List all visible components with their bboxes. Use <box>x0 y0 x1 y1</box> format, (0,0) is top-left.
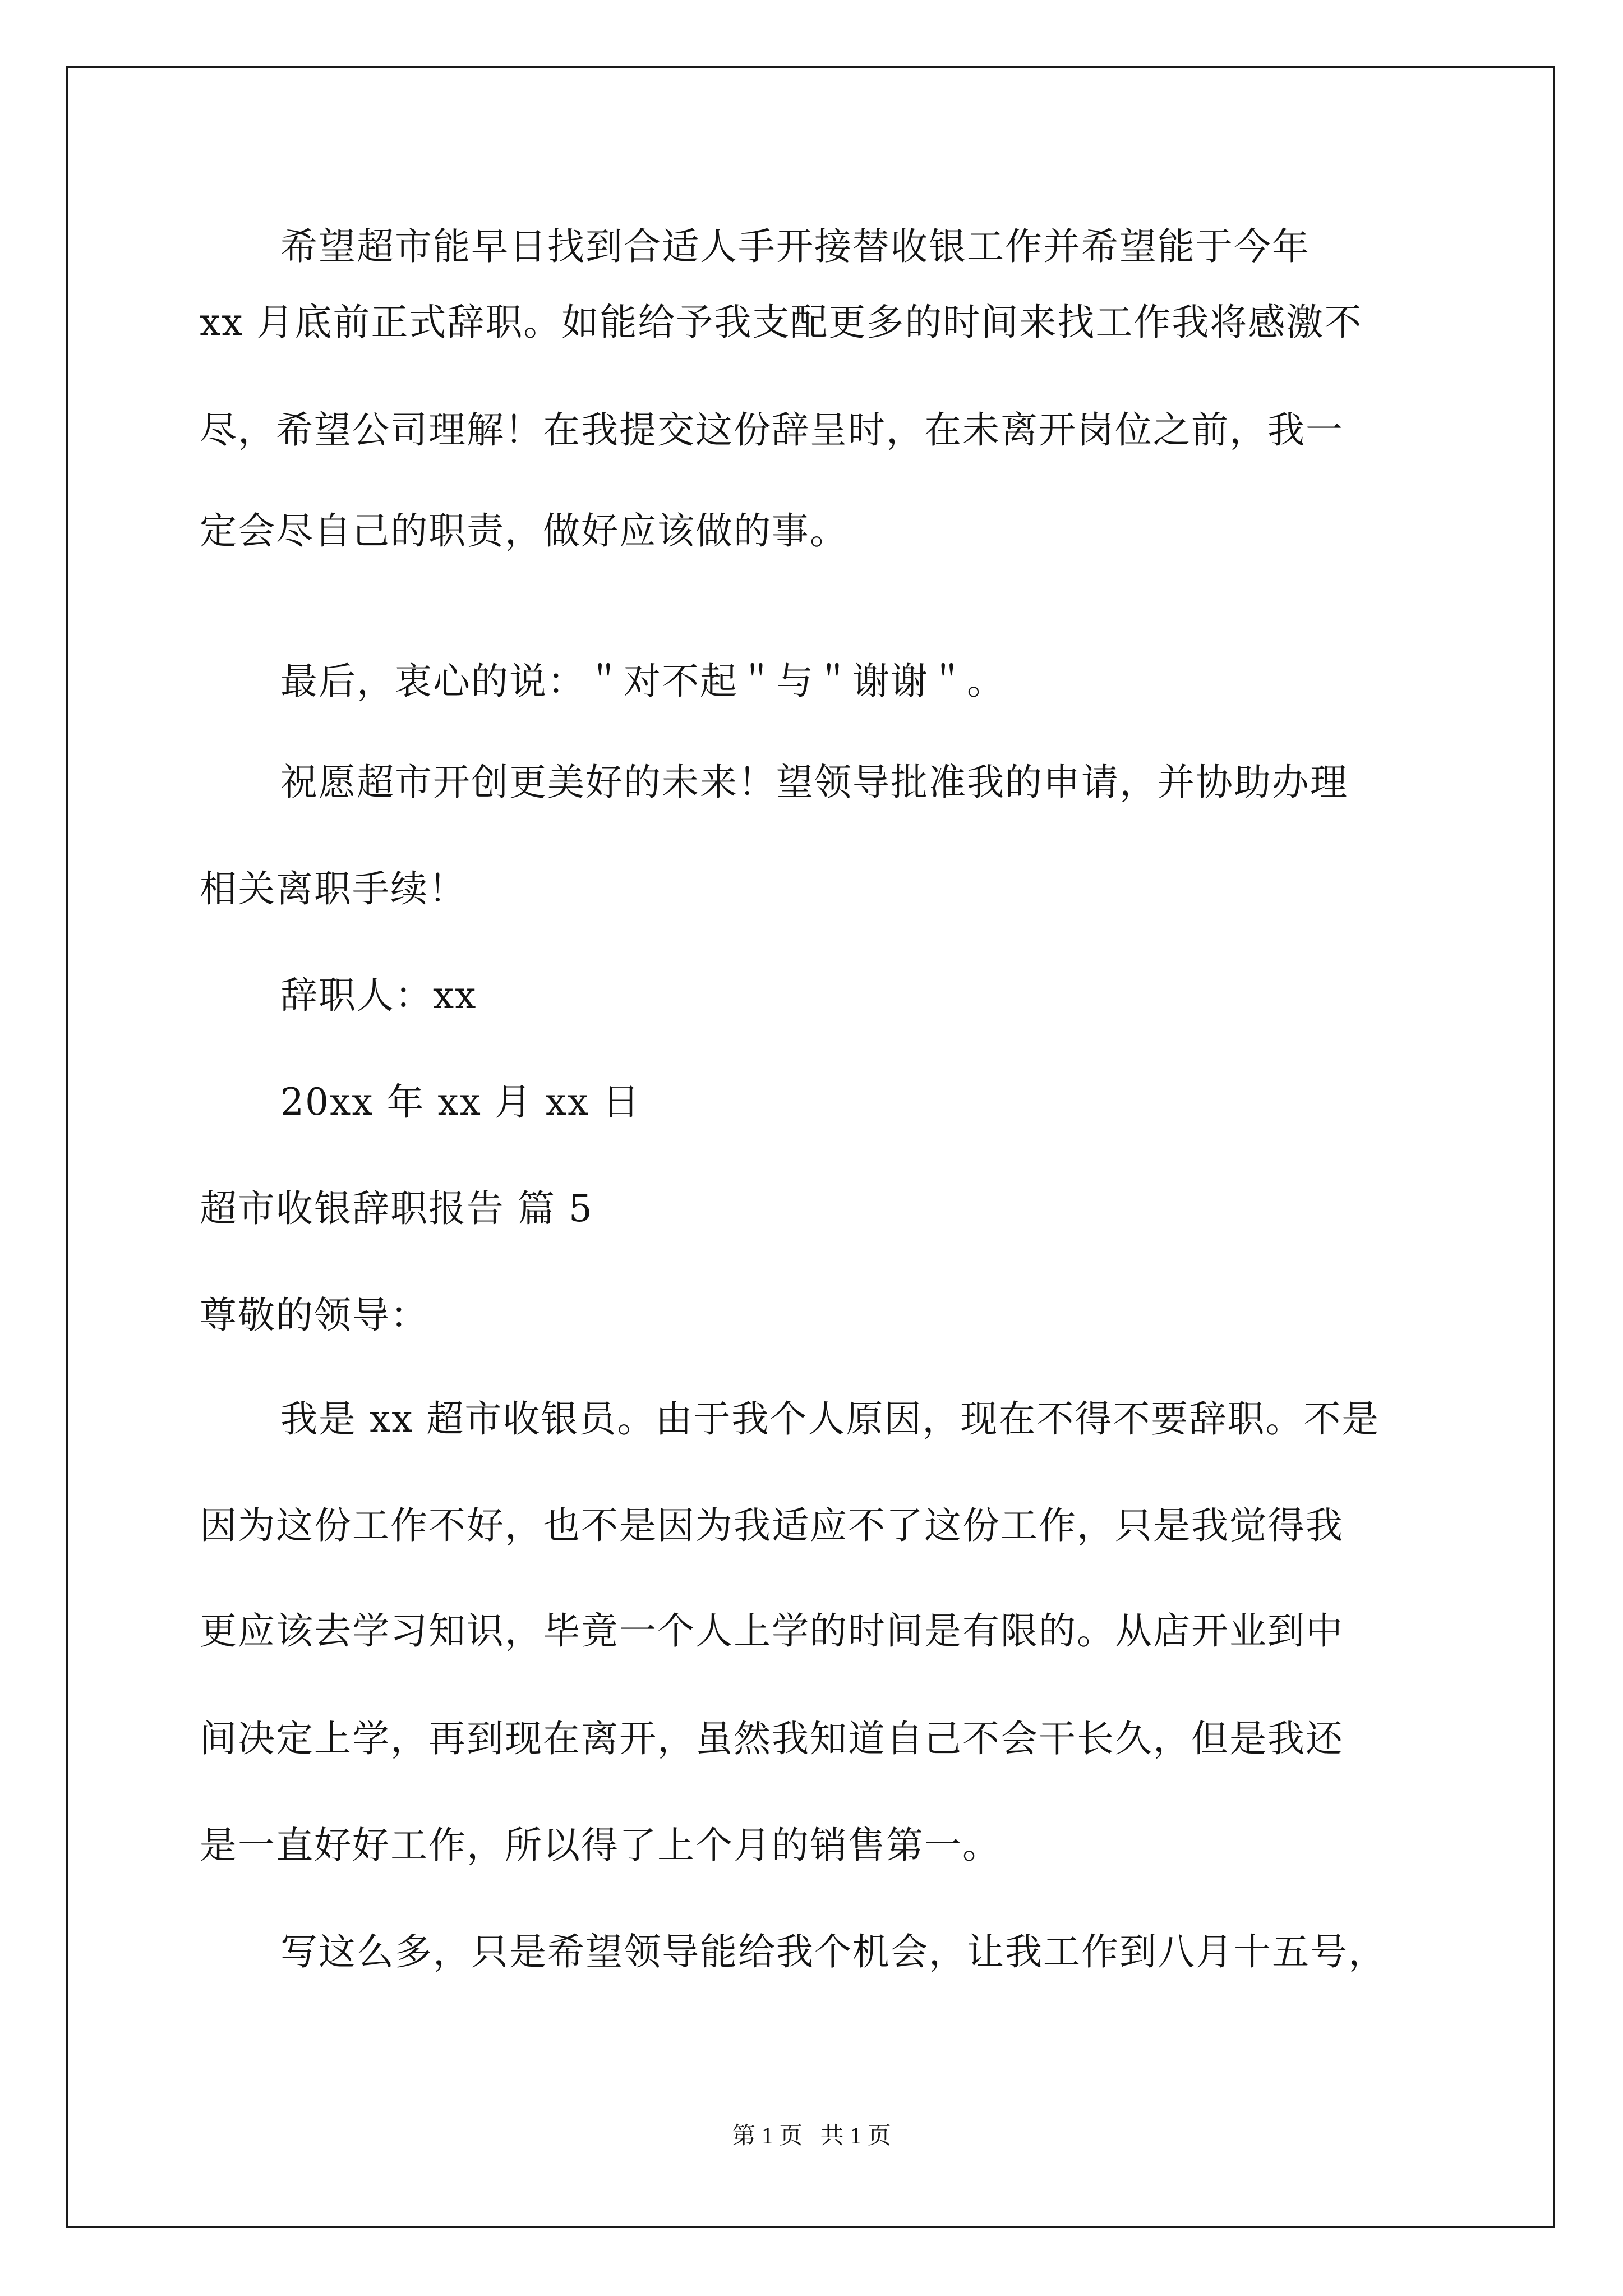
paragraph-line: 最后，衷心的说：＂对不起＂与＂谢谢＂。 <box>280 660 1005 703</box>
paragraph-line: 间决定上学，再到现在离开，虽然我知道自己不会干长久，但是我还 <box>200 1717 1344 1760</box>
paragraph-line: 尽，希望公司理解！在我提交这份辞呈时，在未离开岗位之前，我一 <box>200 408 1344 452</box>
paragraph-line: 更应该去学习知识，毕竟一个人上学的时间是有限的。从店开业到中 <box>200 1609 1344 1653</box>
paragraph-line: 定会尽自己的职责，做好应该做的事。 <box>200 509 848 553</box>
salutation: 尊敬的领导： <box>200 1294 428 1337</box>
paragraph-line: 祝愿超市开创更美好的未来！望领导批准我的申请，并协助办理 <box>280 761 1348 804</box>
paragraph-line: 写这么多，只是希望领导能给我个机会，让我工作到八月十五号， <box>280 1930 1386 1973</box>
paragraph-line: 因为这份工作不好，也不是因为我适应不了这份工作，只是我觉得我 <box>200 1504 1344 1547</box>
signature-line: 辞职人：xx <box>280 974 477 1017</box>
page-border <box>66 66 1555 2228</box>
paragraph-line: 希望超市能早日找到合适人手开接替收银工作并希望能于今年 <box>280 225 1310 268</box>
date-line: 20xx 年 xx 月 xx 日 <box>280 1080 641 1124</box>
paragraph-line: 相关离职手续！ <box>200 867 467 910</box>
paragraph-line: 我是 xx 超市收银员。由于我个人原因，现在不得不要辞职。不是 <box>280 1397 1380 1441</box>
section-heading: 超市收银辞职报告 篇 5 <box>200 1187 593 1230</box>
paragraph-line: 是一直好好工作，所以得了上个月的销售第一。 <box>200 1824 1000 1867</box>
page-footer: 第 1 页 共 1 页 <box>732 2123 891 2149</box>
paragraph-line: xx 月底前正式辞职。如能给予我支配更多的时间来找工作我将感激不 <box>200 301 1363 344</box>
